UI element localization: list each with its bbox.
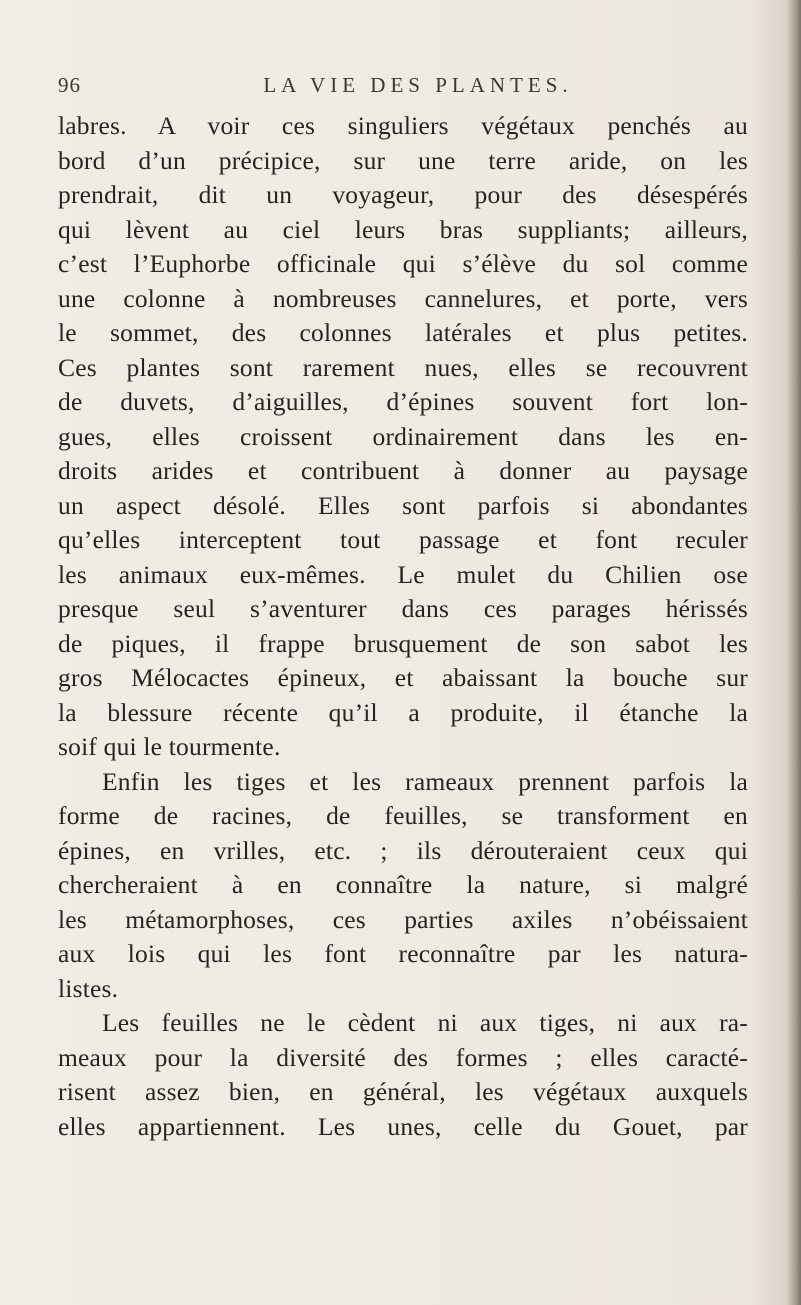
text-line: aux lois qui les font reconnaître par les natura- bbox=[58, 939, 748, 968]
text-line: presque seul s’aventurer dans ces parages hérissés bbox=[58, 594, 748, 623]
text-line: qu’elles interceptent tout passage et font reculer bbox=[58, 525, 748, 554]
text-line: gues, elles croissent ordinairement dans les en- bbox=[58, 421, 748, 451]
text-line: bord d’un précipice, sur une terre aride, on les bbox=[58, 145, 748, 175]
page-header bbox=[58, 73, 748, 113]
text-line: c’est l’Euphorbe officinale qui s’élève du sol comme bbox=[58, 249, 748, 278]
text-line: elles appartiennent. Les unes, celle du Gouet, par bbox=[58, 1111, 748, 1141]
body-text bbox=[58, 109, 748, 1144]
text-line: un aspect désolé. Elles sont parfois si abondantes bbox=[58, 490, 748, 520]
text-line: la blessure récente qu’il a produite, il étanche la bbox=[58, 697, 748, 727]
text-line: risent assez bien, en général, les végétaux auxquels bbox=[58, 1077, 748, 1106]
text-line: droits arides et contribuent à donner au paysage bbox=[58, 456, 748, 485]
text-line: meaux pour la diversité des formes ; elles caracté- bbox=[58, 1042, 748, 1072]
text-line: chercheraient à en connaître la nature, si malgré bbox=[58, 870, 748, 899]
paragraph-end-line: listes. bbox=[58, 973, 119, 1003]
running-title: LA VIE DES PLANTES. bbox=[263, 73, 573, 97]
paragraph-start-line: Enfin les tiges et les rameaux prennent parfois la bbox=[102, 766, 748, 796]
text-line: une colonne à nombreuses cannelures, et porte, vers bbox=[58, 283, 748, 313]
text-line: labres. A voir ces singuliers végétaux penchés au bbox=[58, 111, 748, 140]
page-number: 96 bbox=[58, 73, 81, 97]
text-line: prendrait, dit un voyageur, pour des désespérés bbox=[58, 180, 748, 209]
paragraph-start-line: Les feuilles ne le cèdent ni aux tiges, ni aux ra- bbox=[102, 1008, 748, 1037]
paragraph-end-line: soif qui le tourmente. bbox=[58, 732, 281, 761]
text-line: de duvets, d’aiguilles, d’épines souvent fort lon- bbox=[58, 387, 748, 416]
text-line: de piques, il frappe brusquement de son sabot les bbox=[58, 628, 748, 658]
text-line: forme de racines, de feuilles, se transforment en bbox=[58, 801, 748, 830]
text-line: épines, en vrilles, etc. ; ils dérouteraient ceux qui bbox=[58, 835, 748, 865]
text-line: gros Mélocactes épineux, et abaissant la bouche sur bbox=[58, 663, 748, 692]
text-line: Ces plantes sont rarement nues, elles se recouvrent bbox=[58, 352, 748, 382]
text-line: les métamorphoses, ces parties axiles n’obéissaient bbox=[58, 904, 748, 934]
text-line: les animaux eux-mêmes. Le mulet du Chilien ose bbox=[58, 559, 748, 589]
text-line: qui lèvent au ciel leurs bras suppliants; ailleurs, bbox=[58, 214, 748, 244]
text-line: le sommet, des colonnes latérales et plus petites. bbox=[58, 318, 748, 347]
page-edge-shadow bbox=[787, 0, 801, 1305]
